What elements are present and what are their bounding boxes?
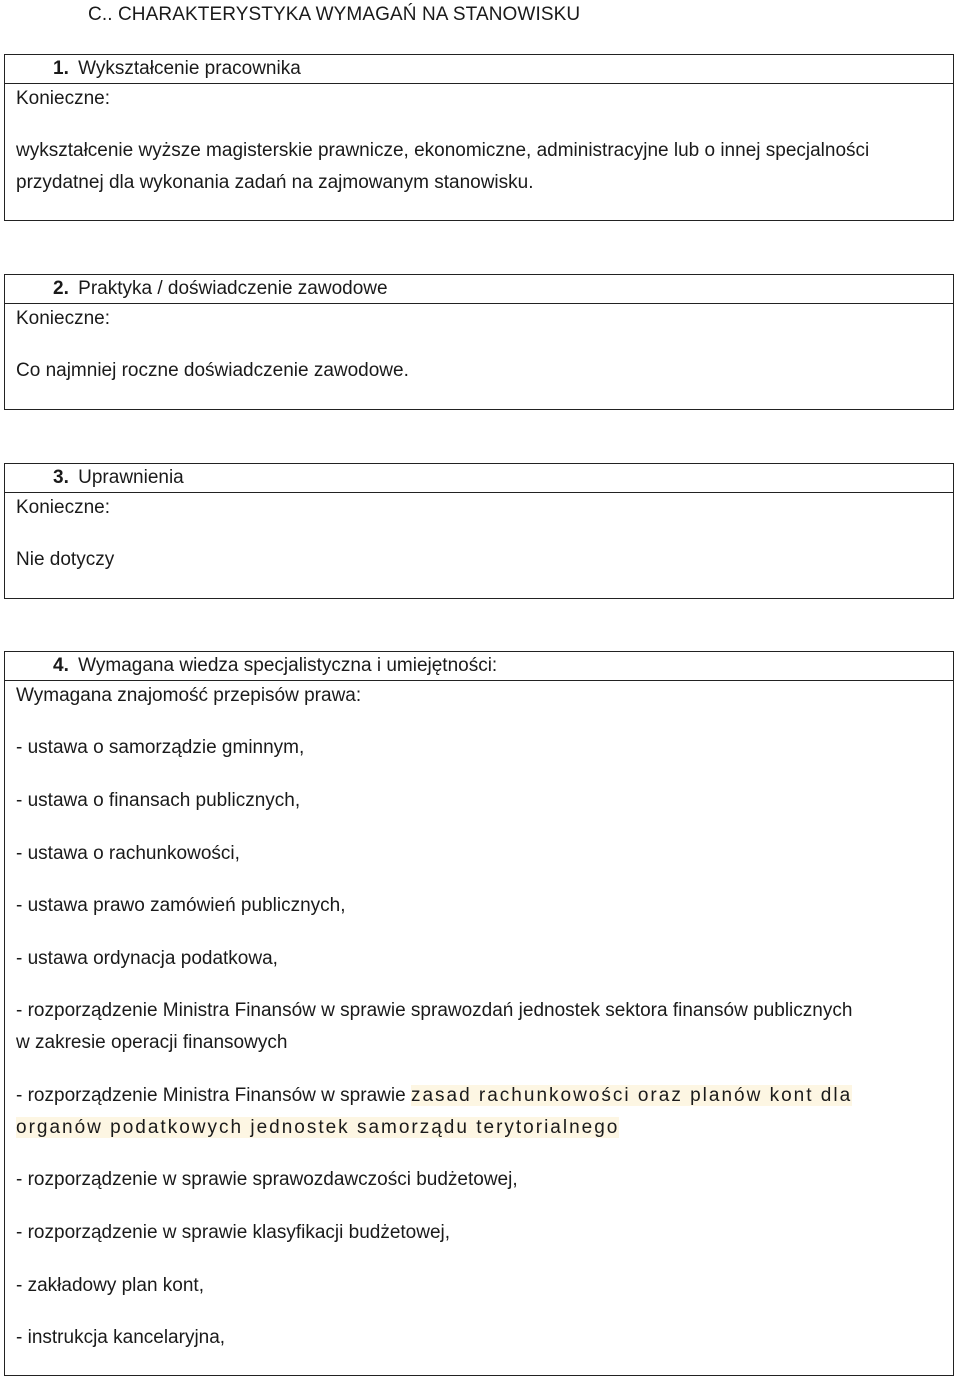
section-number: 4. <box>53 655 69 676</box>
list-item: - rozporządzenie w sprawie sprawozdawczości budżetowej, <box>16 1169 518 1190</box>
list-item <box>16 1080 852 1112</box>
list-item: - instrukcja kancelaryjna, <box>16 1327 226 1348</box>
section-title <box>53 278 388 300</box>
section-title-row <box>5 464 953 493</box>
list-item: - rozporządzenie Ministra Finansów w sprawie sprawozdań jednostek sektora finansów publicznych <box>16 1000 853 1021</box>
section-title <box>53 58 301 80</box>
section-label: Konieczne: <box>16 88 111 109</box>
section-title-row <box>5 275 953 304</box>
section-text-line: Co najmniej roczne doświadczenie zawodowe. <box>16 360 409 381</box>
list-item: - ustawa o samorządzie gminnym, <box>16 737 305 758</box>
section-number: 2. <box>53 278 69 299</box>
section-text-line: przydatnej dla wykonania zadań na zajmowanym stanowisku. <box>16 172 534 193</box>
list-item: - zakładowy plan kont, <box>16 1275 204 1296</box>
list-item: - ustawa ordynacja podatkowa, <box>16 948 278 969</box>
highlighted-text: zasad rachunkowości oraz planów kont dla <box>410 1085 853 1106</box>
highlighted-text: organów podatkowych jednostek samorządu terytorialnego <box>16 1117 620 1138</box>
section-title-row <box>5 55 953 84</box>
section-title <box>53 655 497 677</box>
section-label: Konieczne: <box>16 497 111 518</box>
section-permissions <box>4 463 954 599</box>
section-title-row <box>5 652 953 681</box>
section-title-text: Wykształcenie pracownika <box>78 58 301 79</box>
list-item: - ustawa prawo zamówień publicznych, <box>16 895 346 916</box>
section-title-text: Uprawnienia <box>78 467 184 488</box>
section-text-line: Nie dotyczy <box>16 549 115 570</box>
section-number: 1. <box>53 58 69 79</box>
section-experience <box>4 274 954 410</box>
section-number: 3. <box>53 467 69 488</box>
document-heading: C.. CHARAKTERYSTYKA WYMAGAŃ NA STANOWISKU <box>88 4 581 25</box>
section-title-text: Praktyka / doświadczenie zawodowe <box>78 278 388 299</box>
list-item: - ustawa o rachunkowości, <box>16 843 240 864</box>
list-item: - ustawa o finansach publicznych, <box>16 790 301 811</box>
section-text-line: wykształcenie wyższe magisterskie prawnicze, ekonomiczne, administracyjne lub o innej specjalności <box>16 140 870 161</box>
section-education <box>4 54 954 221</box>
section-label: Konieczne: <box>16 308 111 329</box>
list-item-continuation <box>16 1112 619 1144</box>
section-knowledge <box>4 651 954 1376</box>
section-title <box>53 467 184 489</box>
list-item: - rozporządzenie w sprawie klasyfikacji budżetowej, <box>16 1222 451 1243</box>
list-item-text: - rozporządzenie Ministra Finansów w sprawie <box>16 1085 411 1106</box>
section-label: Wymagana znajomość przepisów prawa: <box>16 685 362 706</box>
section-title-text: Wymagana wiedza specjalistyczna i umiejętności: <box>78 655 498 676</box>
list-item-continuation: w zakresie operacji finansowych <box>16 1032 288 1053</box>
